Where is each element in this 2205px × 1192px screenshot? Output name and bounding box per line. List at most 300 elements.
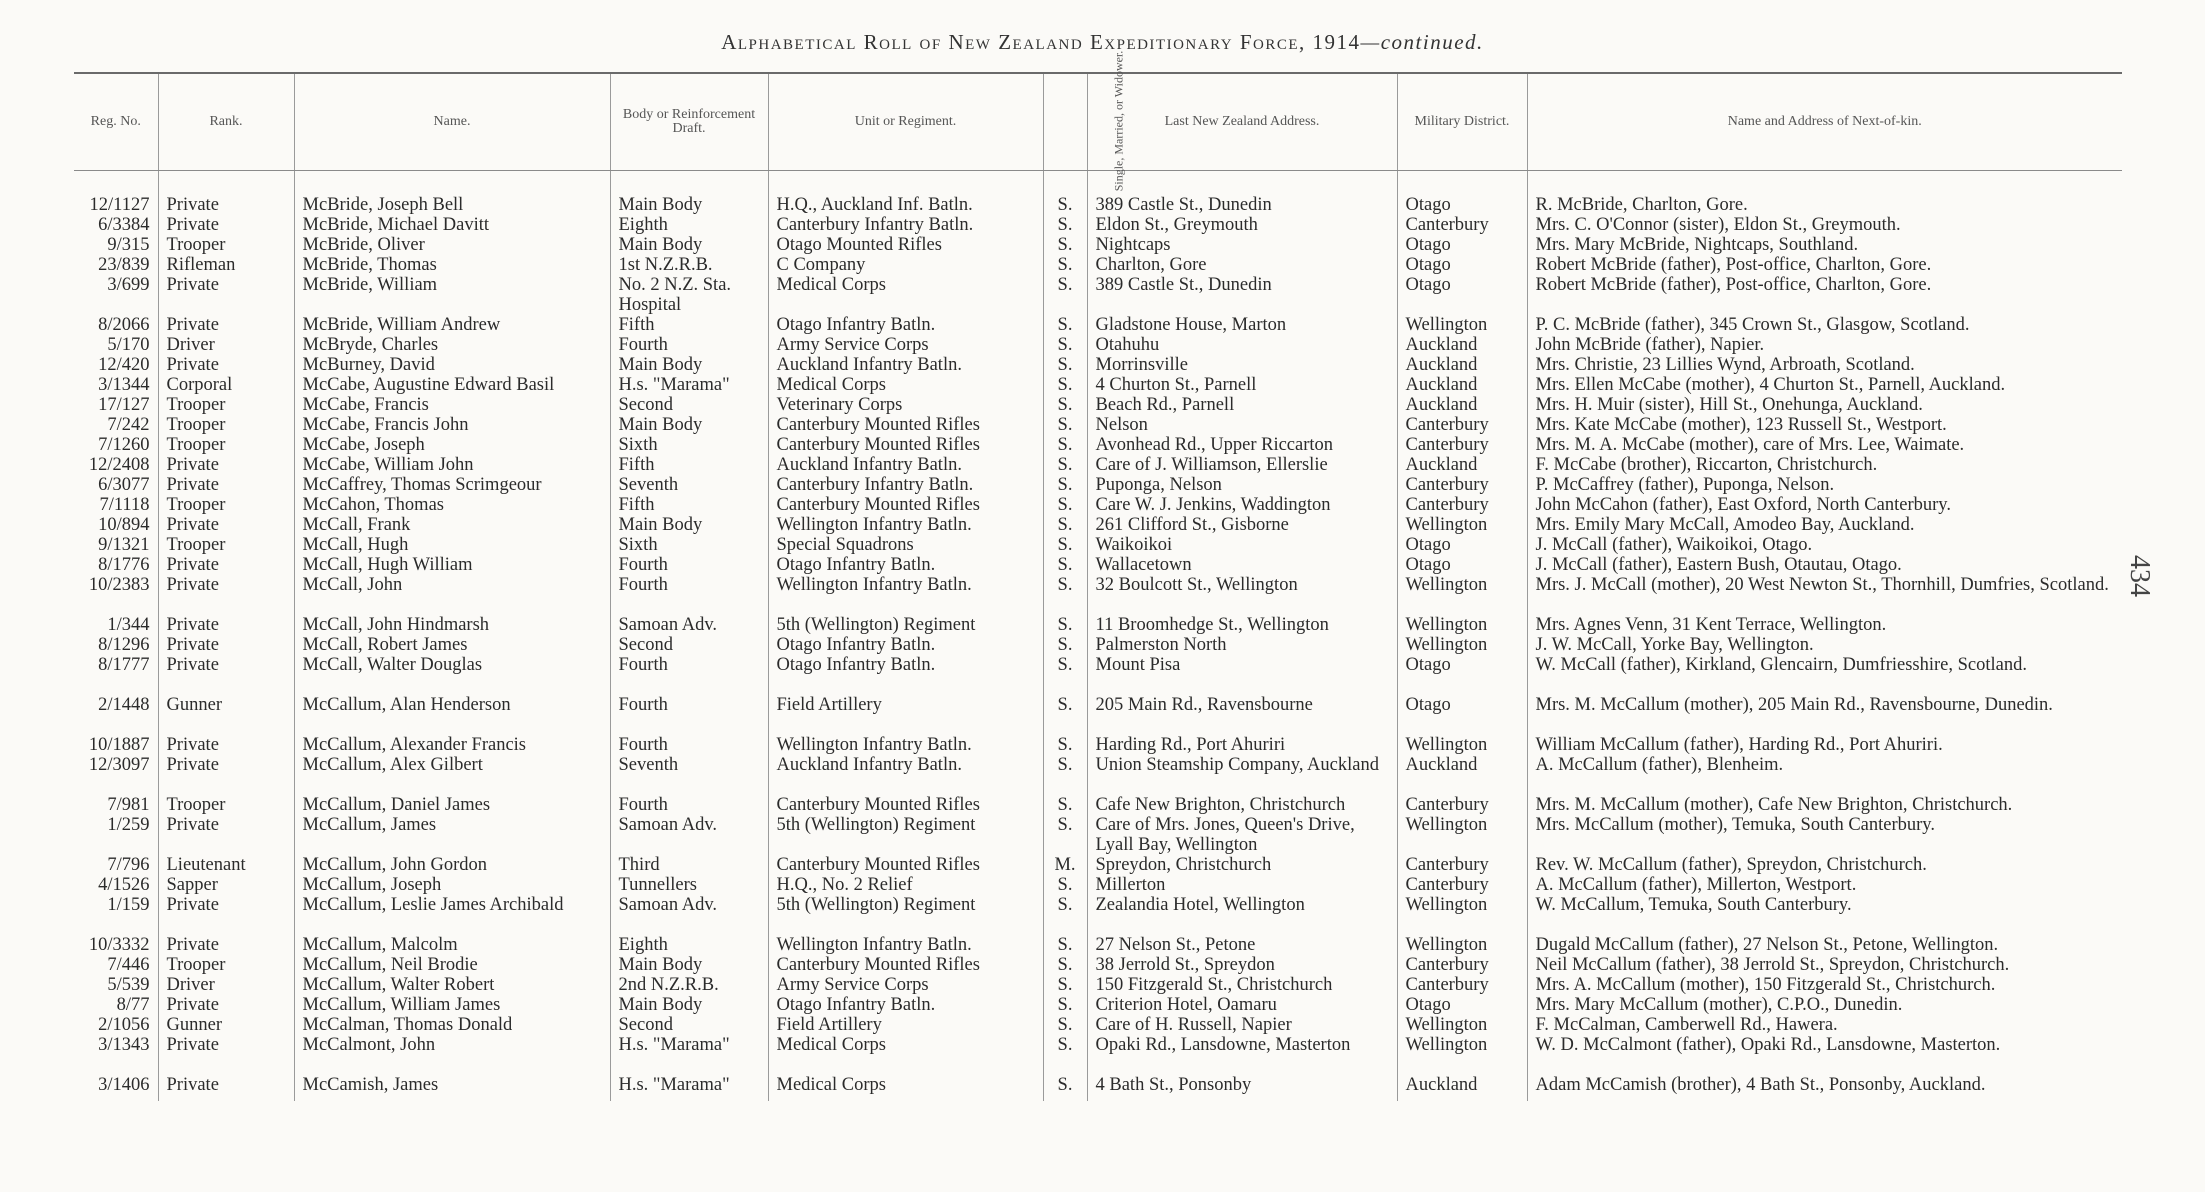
cell-unit: 5th (Wellington) Regiment bbox=[768, 895, 1043, 935]
cell-district: Auckland bbox=[1397, 335, 1527, 355]
cell-status: S. bbox=[1043, 995, 1087, 1015]
cell-status: S. bbox=[1043, 215, 1087, 235]
cell-rank: Driver bbox=[158, 335, 294, 355]
cell-next-of-kin: Mrs. Mary McCallum (mother), C.P.O., Dunedin. bbox=[1527, 995, 2122, 1015]
cell-unit: Auckland Infantry Batln. bbox=[768, 355, 1043, 375]
table-row bbox=[74, 955, 2122, 975]
cell-address: Eldon St., Greymouth bbox=[1087, 215, 1397, 235]
cell-next-of-kin: W. McCallum, Temuka, South Canterbury. bbox=[1527, 895, 2122, 935]
cell-reg-no: 3/1406 bbox=[98, 1075, 150, 1095]
cell-reg-no: 23/839 bbox=[98, 255, 150, 275]
cell-name: McCallum, Alex Gilbert bbox=[294, 755, 610, 795]
table-row bbox=[74, 735, 2122, 755]
table-row bbox=[74, 935, 2122, 955]
cell-district: Canterbury bbox=[1397, 955, 1527, 975]
cell-reg-no: 2/1056 bbox=[98, 1015, 150, 1035]
cell-status: S. bbox=[1043, 475, 1087, 495]
cell-address: Mount Pisa bbox=[1087, 655, 1397, 695]
table-row bbox=[74, 171, 2122, 216]
cell-draft: Main Body bbox=[610, 995, 768, 1015]
cell-rank: Trooper bbox=[158, 235, 294, 255]
cell-address: 27 Nelson St., Petone bbox=[1087, 935, 1397, 955]
cell-status: S. bbox=[1043, 455, 1087, 475]
cell-next-of-kin: R. McBride, Charlton, Gore. bbox=[1527, 171, 2122, 216]
cell-draft: 2nd N.Z.R.B. bbox=[610, 975, 768, 995]
cell-rank: Trooper bbox=[158, 435, 294, 455]
cell-district: Canterbury bbox=[1397, 855, 1527, 875]
cell-rank: Private bbox=[158, 555, 294, 575]
table-row bbox=[74, 615, 2122, 635]
table-row bbox=[74, 855, 2122, 875]
cell-status: S. bbox=[1043, 1035, 1087, 1075]
cell-draft: 1st N.Z.R.B. bbox=[610, 255, 768, 275]
cell-unit: Canterbury Mounted Rifles bbox=[768, 435, 1043, 455]
cell-unit: Canterbury Mounted Rifles bbox=[768, 855, 1043, 875]
cell-reg-no: 5/539 bbox=[107, 975, 150, 995]
cell-draft: Eighth bbox=[610, 935, 768, 955]
table-row bbox=[74, 635, 2122, 655]
cell-rank: Private bbox=[158, 635, 294, 655]
cell-name: McCahon, Thomas bbox=[294, 495, 610, 515]
cell-next-of-kin: J. McCall (father), Waikoikoi, Otago. bbox=[1527, 535, 2122, 555]
cell-draft: Fourth bbox=[610, 655, 768, 695]
col-header-unit: Unit or Regiment. bbox=[768, 73, 1043, 171]
table-row bbox=[74, 335, 2122, 355]
cell-name: McCall, Robert James bbox=[294, 635, 610, 655]
page-title-suffix: —continued. bbox=[1360, 30, 1484, 54]
cell-name: McCallum, Walter Robert bbox=[294, 975, 610, 995]
cell-district: Wellington bbox=[1397, 615, 1527, 635]
cell-district: Auckland bbox=[1397, 395, 1527, 415]
page-title-text: Alphabetical Roll of New Zealand Expeditionary Force, 1914 bbox=[721, 30, 1361, 54]
cell-unit: H.Q., Auckland Inf. Batln. bbox=[768, 171, 1043, 216]
cell-address: Cafe New Brighton, Christchurch bbox=[1087, 795, 1397, 815]
cell-unit: Special Squadrons bbox=[768, 535, 1043, 555]
cell-next-of-kin: John McBride (father), Napier. bbox=[1527, 335, 2122, 355]
cell-next-of-kin: F. McCabe (brother), Riccarton, Christchurch. bbox=[1527, 455, 2122, 475]
cell-name: McBride, William bbox=[294, 275, 610, 315]
cell-rank: Trooper bbox=[158, 395, 294, 415]
cell-status: S. bbox=[1043, 955, 1087, 975]
cell-next-of-kin: W. McCall (father), Kirkland, Glencairn, Dumfriesshire, Scotland. bbox=[1527, 655, 2122, 695]
table-row bbox=[74, 375, 2122, 395]
table-row bbox=[74, 895, 2122, 935]
cell-draft: Samoan Adv. bbox=[610, 615, 768, 635]
cell-draft: Seventh bbox=[610, 475, 768, 495]
cell-district: Wellington bbox=[1397, 735, 1527, 755]
cell-district: Wellington bbox=[1397, 1015, 1527, 1035]
cell-next-of-kin: Mrs. M. A. McCabe (mother), care of Mrs. Lee, Waimate. bbox=[1527, 435, 2122, 455]
cell-next-of-kin: J. McCall (father), Eastern Bush, Otautau, Otago. bbox=[1527, 555, 2122, 575]
cell-next-of-kin: Robert McBride (father), Post-office, Charlton, Gore. bbox=[1527, 275, 2122, 315]
cell-next-of-kin: Rev. W. McCallum (father), Spreydon, Christchurch. bbox=[1527, 855, 2122, 875]
col-header-next-of-kin: Name and Address of Next-of-kin. bbox=[1527, 73, 2122, 171]
header-row bbox=[74, 73, 2122, 171]
cell-status: S. bbox=[1043, 375, 1087, 395]
cell-address: Millerton bbox=[1087, 875, 1397, 895]
table-row bbox=[74, 255, 2122, 275]
cell-draft: Fifth bbox=[610, 455, 768, 475]
cell-name: McCallum, Neil Brodie bbox=[294, 955, 610, 975]
cell-draft: Fourth bbox=[610, 335, 768, 355]
cell-address: Criterion Hotel, Oamaru bbox=[1087, 995, 1397, 1015]
cell-next-of-kin: Mrs. Mary McBride, Nightcaps, Southland. bbox=[1527, 235, 2122, 255]
cell-address: Care W. J. Jenkins, Waddington bbox=[1087, 495, 1397, 515]
cell-draft: Sixth bbox=[610, 435, 768, 455]
page-title bbox=[0, 30, 2205, 55]
cell-status: S. bbox=[1043, 815, 1087, 855]
cell-district: Wellington bbox=[1397, 635, 1527, 655]
cell-reg-no: 10/894 bbox=[98, 515, 150, 535]
cell-next-of-kin: Mrs. Christie, 23 Lillies Wynd, Arbroath, Scotland. bbox=[1527, 355, 2122, 375]
cell-unit: Canterbury Mounted Rifles bbox=[768, 795, 1043, 815]
cell-name: McCabe, Francis John bbox=[294, 415, 610, 435]
cell-next-of-kin: William McCallum (father), Harding Rd., Port Ahuriri. bbox=[1527, 735, 2122, 755]
cell-rank: Lieutenant bbox=[158, 855, 294, 875]
cell-reg-no: 3/1344 bbox=[98, 375, 150, 395]
col-header-name: Name. bbox=[294, 73, 610, 171]
cell-draft: Main Body bbox=[610, 415, 768, 435]
cell-draft: Main Body bbox=[610, 955, 768, 975]
cell-next-of-kin: Mrs. M. McCallum (mother), 205 Main Rd., Ravensbourne, Dunedin. bbox=[1527, 695, 2122, 735]
cell-reg-no: 9/315 bbox=[107, 235, 150, 255]
cell-name: McCall, John Hindmarsh bbox=[294, 615, 610, 635]
cell-district: Otago bbox=[1397, 275, 1527, 315]
cell-address: 389 Castle St., Dunedin bbox=[1087, 171, 1397, 216]
cell-status: S. bbox=[1043, 335, 1087, 355]
table-row bbox=[74, 695, 2122, 735]
cell-next-of-kin: Dugald McCallum (father), 27 Nelson St., Petone, Wellington. bbox=[1527, 935, 2122, 955]
cell-unit: Otago Infantry Batln. bbox=[768, 995, 1043, 1015]
cell-address: Care of Mrs. Jones, Queen's Drive, Lyall Bay, Wellington bbox=[1087, 815, 1397, 855]
cell-rank: Private bbox=[158, 735, 294, 755]
cell-rank: Gunner bbox=[158, 695, 294, 735]
table-row bbox=[74, 355, 2122, 375]
cell-unit: Canterbury Infantry Batln. bbox=[768, 475, 1043, 495]
cell-name: McCallum, John Gordon bbox=[294, 855, 610, 875]
cell-address: 261 Clifford St., Gisborne bbox=[1087, 515, 1397, 535]
cell-name: McCalman, Thomas Donald bbox=[294, 1015, 610, 1035]
cell-address: 4 Churton St., Parnell bbox=[1087, 375, 1397, 395]
cell-rank: Rifleman bbox=[158, 255, 294, 275]
cell-rank: Private bbox=[158, 315, 294, 335]
cell-next-of-kin: J. W. McCall, Yorke Bay, Wellington. bbox=[1527, 635, 2122, 655]
table-row bbox=[74, 315, 2122, 335]
cell-address: 32 Boulcott St., Wellington bbox=[1087, 575, 1397, 615]
cell-status: S. bbox=[1043, 315, 1087, 335]
cell-reg-no: 10/1887 bbox=[88, 735, 150, 755]
cell-next-of-kin: P. C. McBride (father), 345 Crown St., Glasgow, Scotland. bbox=[1527, 315, 2122, 335]
cell-status: S. bbox=[1043, 755, 1087, 795]
cell-address: 389 Castle St., Dunedin bbox=[1087, 275, 1397, 315]
table-row bbox=[74, 455, 2122, 475]
cell-status: S. bbox=[1043, 535, 1087, 555]
cell-draft: Second bbox=[610, 1015, 768, 1035]
cell-reg-no: 1/259 bbox=[107, 815, 150, 835]
cell-rank: Private bbox=[158, 515, 294, 535]
cell-name: McBurney, David bbox=[294, 355, 610, 375]
col-header-status bbox=[1043, 50, 1125, 192]
cell-reg-no: 7/242 bbox=[107, 415, 150, 435]
cell-district: Auckland bbox=[1397, 755, 1527, 795]
cell-rank: Corporal bbox=[158, 375, 294, 395]
cell-next-of-kin: Mrs. Ellen McCabe (mother), 4 Churton St., Parnell, Auckland. bbox=[1527, 375, 2122, 395]
cell-name: McCallum, Joseph bbox=[294, 875, 610, 895]
cell-reg-no: 7/446 bbox=[107, 955, 150, 975]
cell-district: Wellington bbox=[1397, 315, 1527, 335]
cell-unit: Auckland Infantry Batln. bbox=[768, 755, 1043, 795]
cell-reg-no: 10/2383 bbox=[88, 575, 150, 595]
cell-name: McCaffrey, Thomas Scrimgeour bbox=[294, 475, 610, 495]
cell-reg-no: 12/420 bbox=[98, 355, 150, 375]
cell-unit: Veterinary Corps bbox=[768, 395, 1043, 415]
cell-rank: Trooper bbox=[158, 495, 294, 515]
cell-district: Otago bbox=[1397, 655, 1527, 695]
cell-next-of-kin: Mrs. J. McCall (mother), 20 West Newton St., Thornhill, Dumfries, Scotland. bbox=[1527, 575, 2122, 615]
cell-status: S. bbox=[1043, 495, 1087, 515]
cell-unit: Otago Infantry Batln. bbox=[768, 635, 1043, 655]
cell-reg-no: 12/1127 bbox=[89, 195, 150, 215]
cell-next-of-kin: Mrs. H. Muir (sister), Hill St., Onehunga, Auckland. bbox=[1527, 395, 2122, 415]
cell-unit: Field Artillery bbox=[768, 695, 1043, 735]
cell-address: Spreydon, Christchurch bbox=[1087, 855, 1397, 875]
cell-rank: Trooper bbox=[158, 795, 294, 815]
table-row bbox=[74, 435, 2122, 455]
cell-address: Care of H. Russell, Napier bbox=[1087, 1015, 1397, 1035]
cell-name: McCabe, Augustine Edward Basil bbox=[294, 375, 610, 395]
cell-draft: Fifth bbox=[610, 495, 768, 515]
table-row bbox=[74, 395, 2122, 415]
table-row bbox=[74, 235, 2122, 255]
cell-draft: Fourth bbox=[610, 795, 768, 815]
cell-address: Avonhead Rd., Upper Riccarton bbox=[1087, 435, 1397, 455]
cell-address: Nelson bbox=[1087, 415, 1397, 435]
cell-status: S. bbox=[1043, 575, 1087, 615]
table-row bbox=[74, 655, 2122, 695]
cell-rank: Private bbox=[158, 1075, 294, 1101]
cell-unit: 5th (Wellington) Regiment bbox=[768, 615, 1043, 635]
cell-next-of-kin: Mrs. M. McCallum (mother), Cafe New Brighton, Christchurch. bbox=[1527, 795, 2122, 815]
cell-address: Palmerston North bbox=[1087, 635, 1397, 655]
cell-name: McCall, Hugh William bbox=[294, 555, 610, 575]
cell-name: McCalmont, John bbox=[294, 1035, 610, 1075]
cell-status: S. bbox=[1043, 975, 1087, 995]
cell-draft: Sixth bbox=[610, 535, 768, 555]
cell-district: Canterbury bbox=[1397, 435, 1527, 455]
cell-address: Waikoikoi bbox=[1087, 535, 1397, 555]
cell-status: S. bbox=[1043, 795, 1087, 815]
cell-name: McCabe, Francis bbox=[294, 395, 610, 415]
cell-unit: Otago Infantry Batln. bbox=[768, 315, 1043, 335]
cell-draft: Main Body bbox=[610, 171, 768, 216]
cell-reg-no: 5/170 bbox=[107, 335, 150, 355]
cell-reg-no: 8/1296 bbox=[98, 635, 150, 655]
cell-unit: Army Service Corps bbox=[768, 335, 1043, 355]
cell-district: Otago bbox=[1397, 235, 1527, 255]
cell-next-of-kin: Neil McCallum (father), 38 Jerrold St., Spreydon, Christchurch. bbox=[1527, 955, 2122, 975]
cell-rank: Private bbox=[158, 355, 294, 375]
cell-address: Wallacetown bbox=[1087, 555, 1397, 575]
col-header-address: Last New Zealand Address. bbox=[1087, 73, 1397, 171]
cell-reg-no: 6/3077 bbox=[98, 475, 150, 495]
cell-address: Beach Rd., Parnell bbox=[1087, 395, 1397, 415]
cell-rank: Private bbox=[158, 455, 294, 475]
cell-rank: Private bbox=[158, 755, 294, 795]
table-row bbox=[74, 975, 2122, 995]
cell-next-of-kin: F. McCalman, Camberwell Rd., Hawera. bbox=[1527, 1015, 2122, 1035]
table-row bbox=[74, 415, 2122, 435]
cell-reg-no: 1/344 bbox=[107, 615, 150, 635]
page-number: 434 bbox=[2124, 555, 2155, 597]
cell-next-of-kin: W. D. McCalmont (father), Opaki Rd., Lansdowne, Masterton. bbox=[1527, 1035, 2122, 1075]
cell-name: McCall, John bbox=[294, 575, 610, 615]
cell-district: Otago bbox=[1397, 171, 1527, 216]
table-row bbox=[74, 1075, 2122, 1101]
cell-unit: C Company bbox=[768, 255, 1043, 275]
cell-name: McCallum, William James bbox=[294, 995, 610, 1015]
col-header-draft: Body or Reinforcement Draft. bbox=[610, 73, 768, 171]
cell-rank: Driver bbox=[158, 975, 294, 995]
cell-next-of-kin: Mrs. C. O'Connor (sister), Eldon St., Greymouth. bbox=[1527, 215, 2122, 235]
cell-reg-no: 8/1777 bbox=[98, 655, 150, 675]
cell-draft: Main Body bbox=[610, 355, 768, 375]
cell-unit: Wellington Infantry Batln. bbox=[768, 515, 1043, 535]
cell-status: S. bbox=[1043, 615, 1087, 635]
cell-status: S. bbox=[1043, 935, 1087, 955]
cell-unit: Canterbury Mounted Rifles bbox=[768, 495, 1043, 515]
cell-draft: Fourth bbox=[610, 695, 768, 735]
cell-name: McBride, Oliver bbox=[294, 235, 610, 255]
cell-rank: Private bbox=[158, 275, 294, 315]
cell-status: S. bbox=[1043, 435, 1087, 455]
cell-rank: Trooper bbox=[158, 535, 294, 555]
cell-unit: Otago Infantry Batln. bbox=[768, 655, 1043, 695]
cell-unit: Field Artillery bbox=[768, 1015, 1043, 1035]
cell-reg-no: 10/3332 bbox=[88, 935, 150, 955]
cell-district: Otago bbox=[1397, 995, 1527, 1015]
cell-name: McCabe, Joseph bbox=[294, 435, 610, 455]
cell-next-of-kin: Robert McBride (father), Post-office, Charlton, Gore. bbox=[1527, 255, 2122, 275]
cell-status: S. bbox=[1043, 735, 1087, 755]
cell-name: McCabe, William John bbox=[294, 455, 610, 475]
cell-draft: Tunnellers bbox=[610, 875, 768, 895]
cell-district: Canterbury bbox=[1397, 875, 1527, 895]
table-row bbox=[74, 275, 2122, 315]
cell-name: McCallum, James bbox=[294, 815, 610, 855]
cell-status: S. bbox=[1043, 655, 1087, 695]
cell-status: S. bbox=[1043, 875, 1087, 895]
cell-address: 205 Main Rd., Ravensbourne bbox=[1087, 695, 1397, 735]
cell-reg-no: 1/159 bbox=[107, 895, 150, 915]
cell-status: S. bbox=[1043, 355, 1087, 375]
table-row bbox=[74, 1035, 2122, 1075]
cell-reg-no: 9/1321 bbox=[98, 535, 150, 555]
cell-name: McCall, Frank bbox=[294, 515, 610, 535]
cell-name: McCallum, Daniel James bbox=[294, 795, 610, 815]
cell-reg-no: 8/2066 bbox=[98, 315, 150, 335]
cell-unit: Wellington Infantry Batln. bbox=[768, 575, 1043, 615]
cell-name: McCall, Walter Douglas bbox=[294, 655, 610, 695]
cell-unit: Canterbury Infantry Batln. bbox=[768, 215, 1043, 235]
cell-district: Auckland bbox=[1397, 355, 1527, 375]
cell-reg-no: 2/1448 bbox=[98, 695, 150, 715]
cell-rank: Private bbox=[158, 815, 294, 855]
table-row bbox=[74, 555, 2122, 575]
table-row bbox=[74, 795, 2122, 815]
cell-name: McBryde, Charles bbox=[294, 335, 610, 355]
cell-district: Auckland bbox=[1397, 375, 1527, 395]
table-row bbox=[74, 515, 2122, 535]
cell-reg-no: 3/699 bbox=[107, 275, 150, 295]
cell-status: S. bbox=[1043, 171, 1087, 216]
cell-name: McBride, Michael Davitt bbox=[294, 215, 610, 235]
cell-draft: Main Body bbox=[610, 235, 768, 255]
cell-unit: H.Q., No. 2 Relief bbox=[768, 875, 1043, 895]
cell-rank: Private bbox=[158, 995, 294, 1015]
cell-draft: Main Body bbox=[610, 515, 768, 535]
cell-district: Wellington bbox=[1397, 515, 1527, 535]
cell-address: Opaki Rd., Lansdowne, Masterton bbox=[1087, 1035, 1397, 1075]
cell-district: Wellington bbox=[1397, 575, 1527, 615]
cell-draft: H.s. "Marama" bbox=[610, 1075, 768, 1101]
table-row bbox=[74, 495, 2122, 515]
cell-unit: Medical Corps bbox=[768, 1035, 1043, 1075]
cell-district: Otago bbox=[1397, 255, 1527, 275]
cell-draft: Third bbox=[610, 855, 768, 875]
cell-rank: Private bbox=[158, 655, 294, 695]
table-row bbox=[74, 535, 2122, 555]
table-row bbox=[74, 575, 2122, 615]
cell-address: Harding Rd., Port Ahuriri bbox=[1087, 735, 1397, 755]
cell-draft: Fourth bbox=[610, 575, 768, 615]
cell-status: S. bbox=[1043, 235, 1087, 255]
cell-rank: Private bbox=[158, 615, 294, 635]
col-header-status-text: Single, Married, or Widower. bbox=[1110, 50, 1125, 192]
cell-district: Wellington bbox=[1397, 815, 1527, 855]
table-row bbox=[74, 215, 2122, 235]
cell-draft: Samoan Adv. bbox=[610, 895, 768, 935]
cell-next-of-kin: Mrs. A. McCallum (mother), 150 Fitzgerald St., Christchurch. bbox=[1527, 975, 2122, 995]
cell-draft: Second bbox=[610, 635, 768, 655]
cell-reg-no: 12/2408 bbox=[88, 455, 150, 475]
cell-reg-no: 3/1343 bbox=[98, 1035, 150, 1055]
cell-reg-no: 7/796 bbox=[107, 855, 150, 875]
table-row bbox=[74, 475, 2122, 495]
cell-status: S. bbox=[1043, 275, 1087, 315]
cell-address: Union Steamship Company, Auckland bbox=[1087, 755, 1397, 795]
cell-district: Wellington bbox=[1397, 895, 1527, 935]
cell-address: Charlton, Gore bbox=[1087, 255, 1397, 275]
cell-next-of-kin: Adam McCamish (brother), 4 Bath St., Ponsonby, Auckland. bbox=[1527, 1075, 2122, 1101]
cell-address: Care of J. Williamson, Ellerslie bbox=[1087, 455, 1397, 475]
cell-unit: Medical Corps bbox=[768, 1075, 1043, 1101]
cell-reg-no: 6/3384 bbox=[98, 215, 150, 235]
cell-address: Morrinsville bbox=[1087, 355, 1397, 375]
cell-draft: Samoan Adv. bbox=[610, 815, 768, 855]
cell-address: 4 Bath St., Ponsonby bbox=[1087, 1075, 1397, 1101]
cell-status: M. bbox=[1043, 855, 1087, 875]
cell-rank: Gunner bbox=[158, 1015, 294, 1035]
cell-district: Auckland bbox=[1397, 455, 1527, 475]
cell-rank: Private bbox=[158, 215, 294, 235]
cell-reg-no: 17/127 bbox=[98, 395, 150, 415]
cell-draft: Fifth bbox=[610, 315, 768, 335]
table-row bbox=[74, 1015, 2122, 1035]
cell-status: S. bbox=[1043, 395, 1087, 415]
cell-status: S. bbox=[1043, 415, 1087, 435]
cell-name: McBride, Joseph Bell bbox=[294, 171, 610, 216]
cell-draft: H.s. "Marama" bbox=[610, 375, 768, 395]
